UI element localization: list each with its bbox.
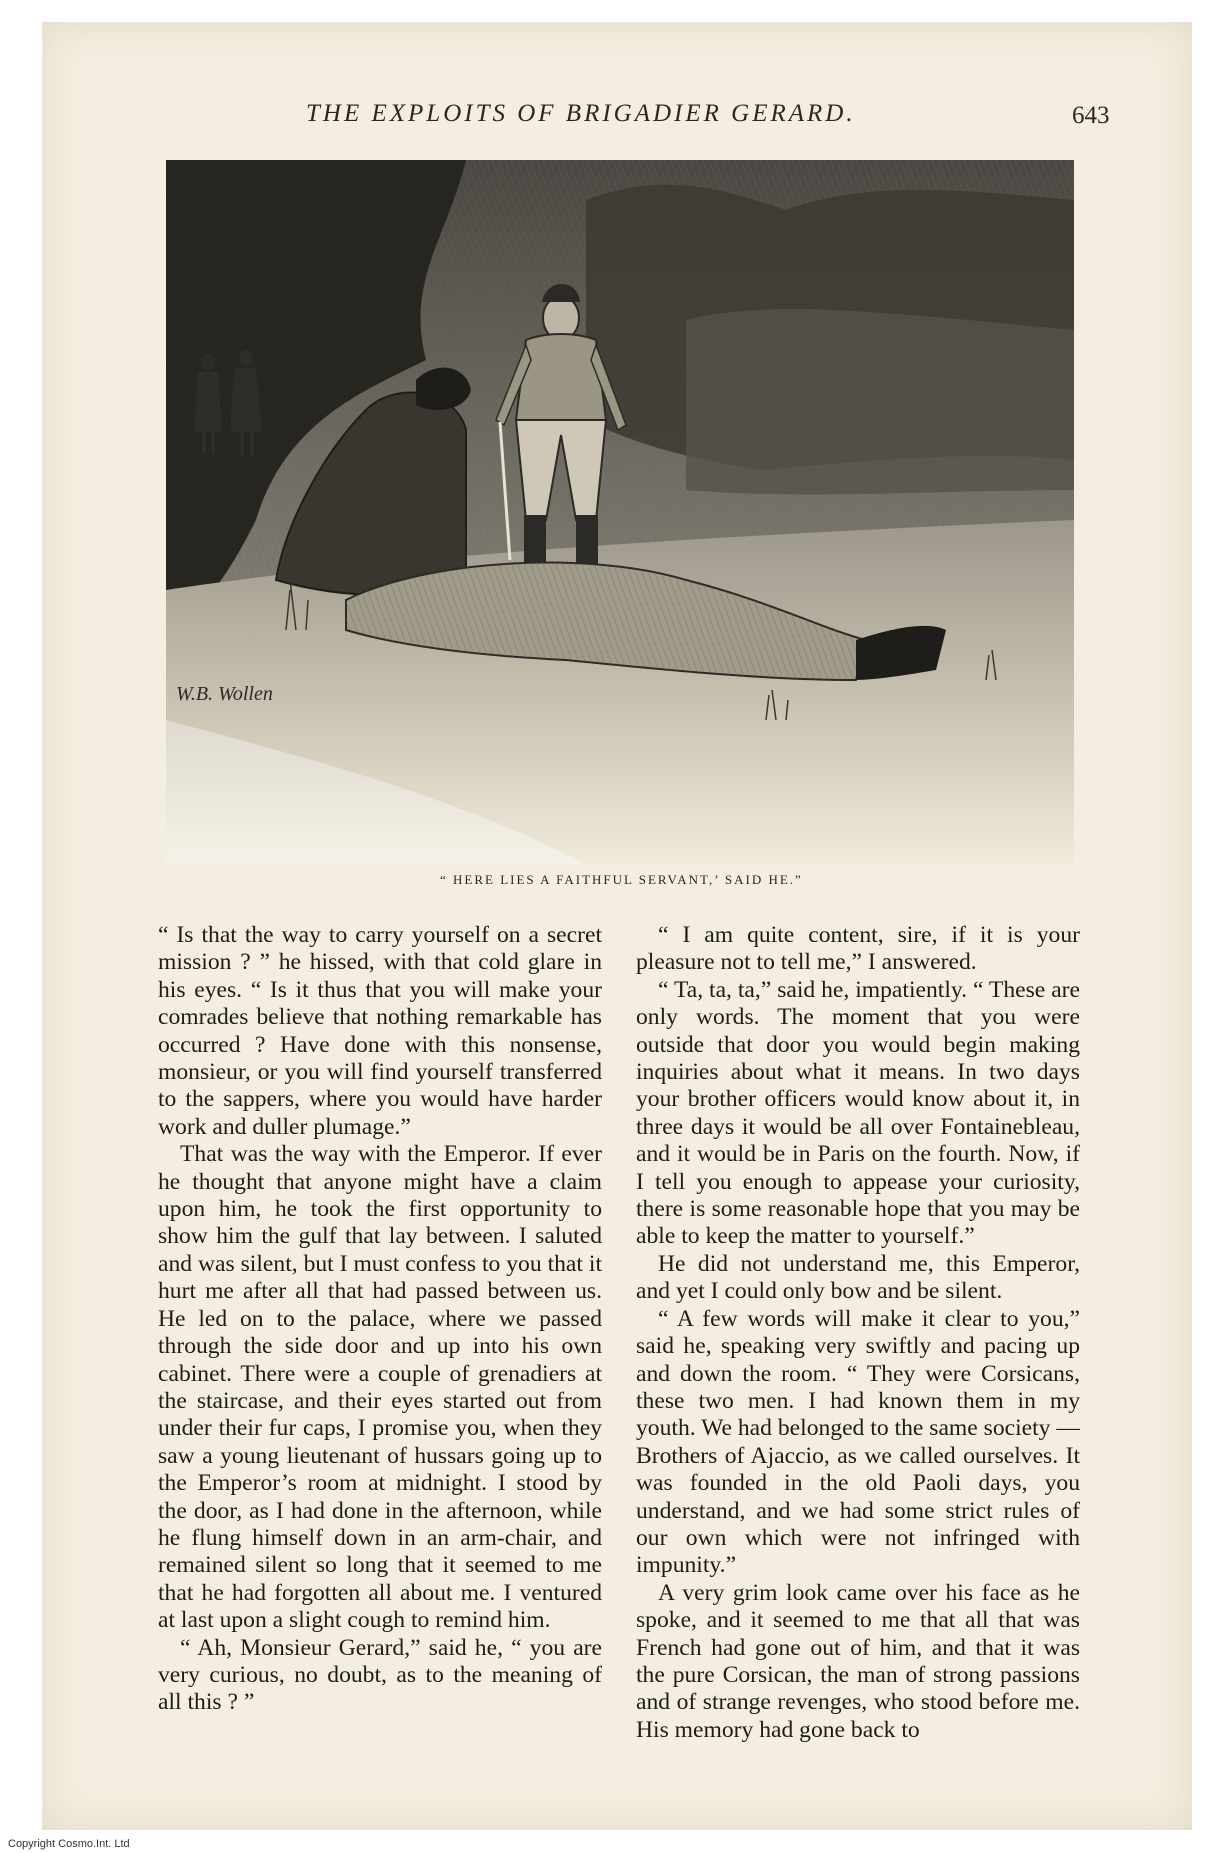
illustration-caption: “ HERE LIES A FAITHFUL SERVANT,’ SAID HE.” [440, 872, 803, 887]
paragraph: That was the way with the Emperor. If ever he thought that anyone might have a claim upon him, he took the first opportunity to show him the gulf that lay between. I saluted and was silent, but I must confess to you that it hurt me after all that had passed between us. He led on to the palace, where we passed through the side door and up into his own cabinet. There were a couple of grenadiers at the staircase, and their eyes started out from under their fur caps, I promise you, when they saw a young lieutenant of hussars going up to the Emperor’s room at midnight. I stood by the door, as I had done in the afternoon, while he flung himself down in an arm-chair, and remained silent so long that it seemed to me that he had forgotten all about me. I ventured at last upon a slight cough to remind him. [158, 1141, 602, 1634]
running-header-title: THE EXPLOITS OF BRIGADIER GERARD. [306, 100, 856, 127]
right-text-column [636, 922, 1080, 1744]
artist-signature: W.B. Wollen [176, 683, 273, 705]
paragraph: A very grim look came over his face as he spoke, and it seemed to me that all that was French had gone out of him, and that it was the pure Corsican, the man of strong passions and of strange revenges, who stood before me. His memory had gone back to [636, 1579, 1080, 1743]
paragraph: “ Ah, Monsieur Gerard,” said he, “ you are very curious, no doubt, as to the meaning of all this ? ” [158, 1634, 602, 1716]
engraving-illustration [166, 160, 1074, 865]
paragraph: “ I am quite content, sire, if it is your pleasure not to tell me,” I answered. [636, 922, 1080, 976]
paragraph: “ Ta, ta, ta,” said he, impatiently. “ These are only words. The moment that you were outside that door you would begin making inquiries about what it means. In two days your brother officers would know about it, in three days it would be all over Fontainebleau, and it would be in Paris on the fourth. Now, if I tell you enough to appease your curiosity, there is some reasonable hope that you may be able to keep the matter to yourself.” [636, 976, 1080, 1250]
copyright-watermark: Copyright Cosmo.Int. Ltd [8, 1838, 130, 1850]
paragraph: He did not understand me, this Emperor, and yet I could only bow and be silent. [636, 1250, 1080, 1305]
left-text-column [158, 922, 602, 1717]
paragraph: “ Is that the way to carry yourself on a secret mission ? ” he hissed, with that cold glare in his eyes. “ Is it thus that you will make your comrades believe that nothing remarkable has occurred ? Have done with this nonsense, monsieur, or you will find yourself transferred to the sappers, where you would have harder work and duller plumage.” [158, 922, 602, 1140]
page-number: 643 [1072, 102, 1110, 129]
paragraph: “ A few words will make it clear to you,” said he, speaking very swiftly and pacing up and down the room. “ They were Corsicans, these two men. I had known them in my youth. We had belonged to the same society —Brothers of Ajaccio, as we called ourselves. It was founded in the old Paoli days, you understand, and we had some strict rules of our own which were not infringed with impunity.” [636, 1305, 1080, 1579]
